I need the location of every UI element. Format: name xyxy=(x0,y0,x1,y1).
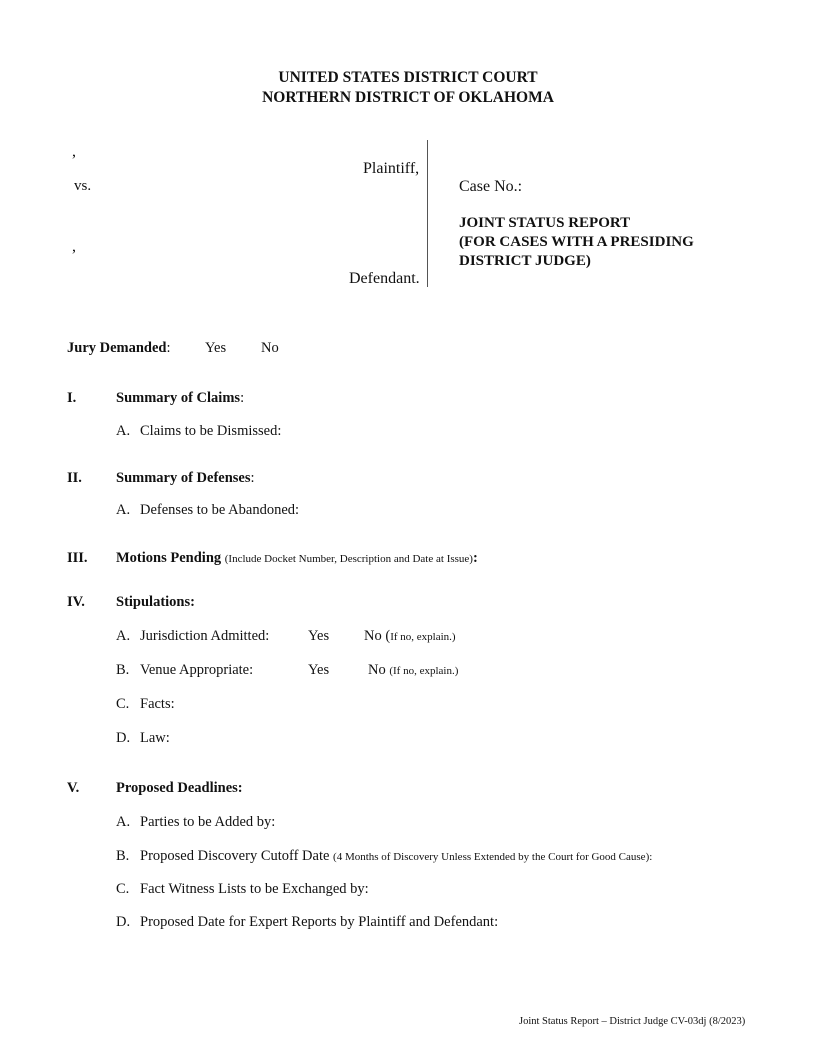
defendant-name-field[interactable]: , xyxy=(72,238,76,255)
stipulated-law[interactable]: D. Law: xyxy=(116,730,170,746)
venue-explain-note: (If no, explain.) xyxy=(389,665,459,677)
court-name: UNITED STATES DISTRICT COURT xyxy=(278,69,538,86)
section-i-heading: Summary of Claims: xyxy=(116,390,245,406)
expert-reports-date[interactable]: D. Proposed Date for Expert Reports by Plaintiff and Defendant: xyxy=(116,914,499,930)
section-iv-heading: Stipulations: xyxy=(116,594,195,610)
section-iii-heading[interactable]: Motions Pending (Include Docket Number, Description and Date at Issue): xyxy=(116,550,478,566)
motions-pending-note: (Include Docket Number, Description and Date at Issue) xyxy=(224,553,473,565)
report-title-line-2: (FOR CASES WITH A PRESIDING xyxy=(459,234,694,250)
section-v-heading: Proposed Deadlines: xyxy=(116,780,243,796)
jury-no-option[interactable]: No xyxy=(261,340,279,356)
case-number-field[interactable]: Case No.: xyxy=(459,178,523,195)
stipulated-facts[interactable]: C. Facts: xyxy=(116,696,175,712)
caption-divider xyxy=(427,140,428,287)
section-i-numeral: I. xyxy=(67,390,77,406)
report-title-line-1: JOINT STATUS REPORT xyxy=(459,215,631,231)
form-footer: Joint Status Report – District Judge CV-03dj (8/2023) xyxy=(519,1016,746,1027)
jurisdiction-no-option[interactable]: No (If no, explain.) xyxy=(364,628,456,644)
section-ii-numeral: II. xyxy=(67,470,82,486)
discovery-cutoff-date[interactable]: B. Proposed Discovery Cutoff Date (4 Months of Discovery Unless Extended by the Court for Good Cause): xyxy=(116,848,653,864)
section-iv-numeral: IV. xyxy=(67,594,85,610)
jury-demanded-label: Jury Demanded xyxy=(67,340,167,356)
venue-yes-option[interactable]: Yes xyxy=(308,662,330,678)
section-v-numeral: V. xyxy=(67,780,80,796)
plaintiff-name-field[interactable]: , xyxy=(72,143,76,160)
venue-appropriate-row: B. Venue Appropriate: xyxy=(116,662,254,678)
report-title-line-3: DISTRICT JUDGE) xyxy=(459,253,591,269)
parties-to-be-added-by[interactable]: A. Parties to be Added by: xyxy=(116,814,276,830)
plaintiff-label: Plaintiff, xyxy=(363,160,420,177)
court-district: NORTHERN DISTRICT OF OKLAHOMA xyxy=(262,89,554,106)
discovery-cutoff-note: (4 Months of Discovery Unless Extended by the Court for Good Cause): xyxy=(333,851,653,863)
section-iii-numeral: III. xyxy=(67,550,88,566)
defenses-to-be-abandoned[interactable]: A. Defenses to be Abandoned: xyxy=(116,502,300,518)
report-title xyxy=(459,214,694,271)
jurisdiction-admitted-row: A. Jurisdiction Admitted: xyxy=(116,628,270,644)
defendant-label: Defendant. xyxy=(349,270,420,287)
jury-yes-option[interactable]: Yes xyxy=(205,340,227,356)
versus-label: vs. xyxy=(74,178,92,194)
jury-demanded-row: Jury Demanded: xyxy=(67,340,171,356)
claims-to-be-dismissed[interactable]: A. Claims to be Dismissed: xyxy=(116,423,282,439)
fact-witness-lists-exchange[interactable]: C. Fact Witness Lists to be Exchanged by: xyxy=(116,881,369,897)
section-ii-heading: Summary of Defenses: xyxy=(116,470,255,486)
jurisdiction-yes-option[interactable]: Yes xyxy=(308,628,330,644)
venue-no-option[interactable]: No (If no, explain.) xyxy=(368,662,459,678)
jurisdiction-explain-note: If no, explain.) xyxy=(390,631,456,643)
